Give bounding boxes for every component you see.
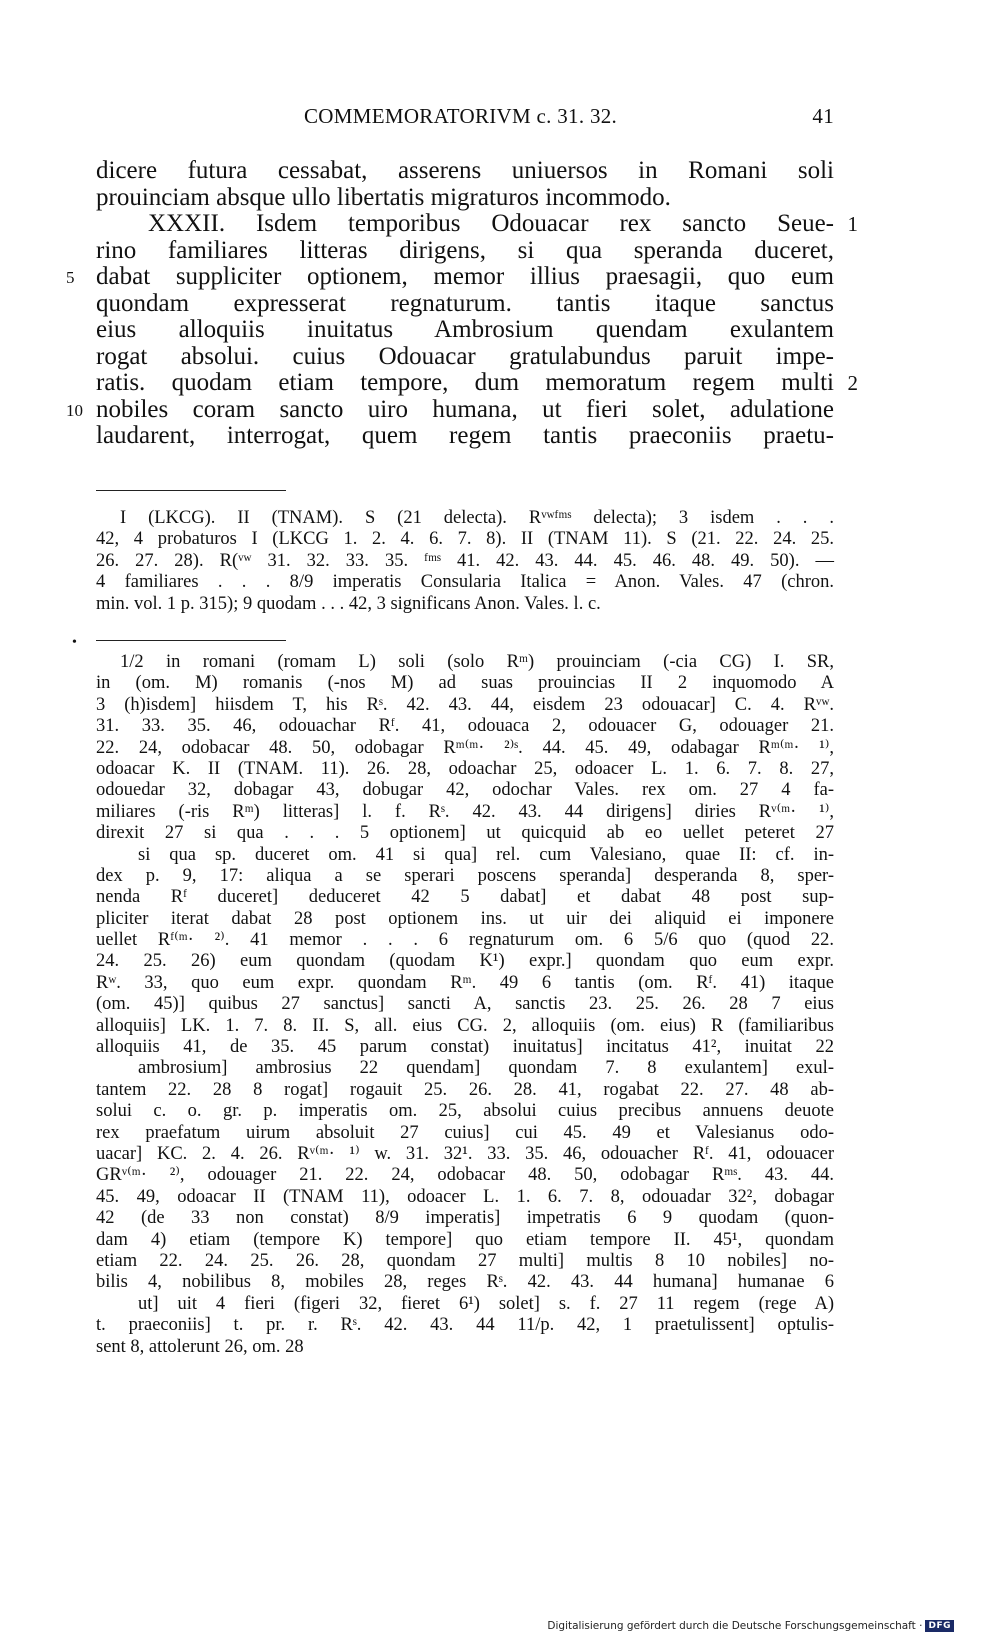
line-text: rino familiares litteras dirigens, si qua speranda duceret,	[96, 236, 834, 264]
text-line	[96, 210, 858, 238]
margin-dot: •	[72, 635, 77, 650]
note-line: 22. 24, odobacar 48. 50, odobagar Rᵐ⁽ᵐ· ²⁾ˢ. 44. 45. 49, odabagar Rᵐ⁽ᵐ· ¹⁾,	[96, 737, 834, 758]
note-line: t. praeconiis] t. pr. r. Rˢ. 42. 43. 44 11/p. 42, 1 praetulissent] optulis-	[96, 1315, 834, 1336]
credit-text: Digitalisierung gefördert durch die Deutsche Forschungsgemeinschaft ·	[547, 1620, 923, 1632]
text-line	[66, 263, 834, 291]
text-line	[96, 185, 834, 212]
dfg-logo: DFG	[925, 1620, 954, 1632]
main-text	[66, 157, 858, 450]
note-line: uellet Rᶠ⁽ᵐ· ²⁾. 41 memor . . . 6 regnaturum om. 6 5/6 quo (quod 22.	[96, 930, 834, 951]
text-line	[96, 344, 834, 371]
line-text: dabat suppliciter optionem, memor illius praesagii, quo eum	[96, 263, 834, 290]
text-line	[96, 238, 834, 265]
note-line: (om. 45)] quibus 27 sanctus] sancti A, sanctis 23. 25. 26. 28 7 eius	[96, 994, 834, 1015]
line-text: nobiles coram sancto uiro humana, ut fieri solet, adulatione	[96, 395, 834, 423]
line-text: ratis. quodam etiam tempore, dum memoratum regem multi	[96, 369, 834, 396]
page-number: 41	[812, 104, 834, 128]
note-line: Rʷ. 33, quo eum expr. quondam Rᵐ. 49 6 tantis (om. Rᶠ. 41) itaque	[96, 972, 834, 993]
line-text: eius alloquiis inuitatus Ambrosium quendam exulantem	[96, 316, 834, 343]
note-line: solui c. o. gr. p. imperatis om. 25, absolui cuius precibus annuens deuote	[96, 1101, 834, 1122]
note-line: 4 familiares . . . 8/9 imperatis Consularia Italica = Anon. Vales. 47 (chron.	[96, 572, 834, 593]
note-line: in (om. M) romanis (-nos M) ad suas prouincias II 2 inquomodo A	[96, 673, 834, 694]
note-line: 26. 27. 28). R(ᵛʷ 31. 32. 33. 35. ᶠᵐˢ 41. 42. 43. 44. 45. 46. 48. 49. 50). —	[96, 550, 834, 571]
note-line: 3 (h)isdem] hiisdem T, his Rˢ. 42. 43. 44, eisdem 23 odouacar] C. 4. Rᵛʷ.	[96, 694, 834, 715]
text-line	[96, 291, 834, 318]
note-line: bilis 4, nobilibus 8, mobiles 28, reges Rˢ. 42. 43. 44 humana] humanae 6	[96, 1272, 834, 1293]
text-line	[96, 158, 834, 185]
note-line: I (LKCG). II (TNAM). S (21 delecta). Rᵛʷᶠᵐˢ delecta); 3 isdem . . .	[120, 508, 834, 528]
note-line: tantem 22. 28 8 rogat] rogauit 25. 26. 28. 41, rogabat 22. 27. 48 ab-	[96, 1079, 834, 1100]
note-line: 31. 33. 35. 46, odouachar Rᶠ. 41, odouaca 2, odouacer G, odouager 21.	[96, 716, 834, 737]
apparatus-divider	[96, 640, 286, 641]
text-line	[96, 423, 834, 450]
line-text: dicere futura cessabat, asserens uniuersos in Romani soli	[96, 157, 834, 184]
section-number: 2	[847, 371, 858, 395]
note-line: odouedar 32, dobagar 43, dobugar 42, odochar Vales. rex om. 27 4 fa-	[96, 780, 834, 801]
note-line: miliares (-ris Rᵐ) litteras] l. f. Rˢ. 42. 43. 44 dirigens] diries Rᵛ⁽ᵐ· ¹⁾,	[96, 801, 834, 822]
note-line: pliciter iterat dabat 28 post optionem ins. ut uir dei aliquid ei imponere	[96, 908, 834, 929]
note-line: 45. 49, odoacar II (TNAM 11), odoacer L. 1. 6. 7. 8, odouadar 32², dobagar	[96, 1186, 834, 1207]
note-line: uacar] KC. 2. 4. 26. Rᵛ⁽ᵐ· ¹⁾ w. 31. 32¹. 33. 35. 46, odouacher Rᶠ. 41, odouacer	[96, 1143, 834, 1164]
note-line: rex praefatum uirum absoluit 27 cuius] cui 45. 49 et Valesianus odo-	[96, 1122, 834, 1143]
line-text: prouinciam absque ullo libertatis migraturos incommodo.	[96, 183, 671, 211]
note-line: alloquiis] LK. 1. 7. 8. II. S, all. eius CG. 2, alloquiis (om. eius) R (familiaribus	[96, 1015, 834, 1036]
digitization-credit	[547, 1620, 954, 1632]
text-line	[96, 317, 834, 344]
note-line: 42 (de 33 non constat) 8/9 imperatis] impetratis 6 9 quodam (quon-	[96, 1208, 834, 1229]
note-line: alloquiis 41, de 35. 45 parum constat) inuitatus] incitatus 41², inuitat 22	[96, 1037, 834, 1058]
note-line: 42, 4 probaturos I (LKCG 1. 2. 4. 6. 7. 8). II (TNAM 11). S (21. 22. 24. 25.	[96, 529, 834, 550]
note-line: ambrosium] ambrosius 22 quendam] quondam 7. 8 exulantem] exul-	[138, 1058, 834, 1079]
note-line: nenda Rᶠ duceret] deduceret 42 5 dabat] et dabat 48 post sup-	[96, 887, 834, 908]
note-line: 24. 25. 26) eum quondam (quodam K¹) expr.] quondam quo eum expr.	[96, 951, 834, 972]
section-number: 1	[847, 212, 858, 236]
line-text: rogat absolui. cuius Odouacar gratulabundus paruit impe-	[96, 342, 834, 370]
note-line: GRᵛ⁽ᵐ· ²⁾, odouager 21. 22. 24, odobacar 48. 50, odobagar Rᵐˢ. 43. 44.	[96, 1165, 834, 1186]
line-number: 5	[66, 268, 75, 287]
note-line: direxit 27 si qua . . . 5 optionem] ut quicquid ab eo uellet peteret 27	[96, 823, 834, 844]
running-head-title: COMMEMORATORIVM c. 31. 32.	[304, 104, 618, 128]
line-number: 10	[66, 400, 83, 420]
note-line: 1/2 in romani (romam L) soli (solo Rᵐ) prouinciam (-cia CG) I. SR,	[120, 652, 834, 672]
note-line: ut] uit 4 fieri (figeri 32, fieret 6¹) solet] s. f. 27 11 regem (rege A)	[138, 1293, 834, 1314]
line-text: quondam expresserat regnaturum. tantis itaque sanctus	[96, 289, 834, 317]
note-line: etiam 22. 24. 25. 26. 28, quondam 27 multi] multis 8 10 nobiles] no-	[96, 1250, 834, 1271]
line-text: XXXII. Isdem temporibus Odouacar rex sancto Seue-	[148, 210, 834, 237]
text-line	[66, 395, 834, 424]
text-line	[96, 369, 858, 397]
critical-apparatus	[96, 652, 834, 1358]
footnote-divider	[96, 490, 286, 491]
note-line: min. vol. 1 p. 315); 9 quodam . . . 42, 3 significans Anon. Vales. l. c.	[96, 593, 601, 614]
note-line: si qua sp. duceret om. 41 si qua] rel. cum Valesiano, quae II: cf. in-	[138, 844, 834, 865]
line-text: laudarent, interrogat, quem regem tantis praeconiis praetu-	[96, 422, 834, 449]
note-line: dam 4) etiam (tempore K) tempore] quo etiam tempore II. 45¹, quondam	[96, 1229, 834, 1250]
note-line: odoacar K. II (TNAM. 11). 26. 28, odoachar 25, odoacer L. 1. 6. 7. 8. 27,	[96, 758, 834, 779]
note-line: sent 8, attolerunt 26, om. 28	[96, 1336, 304, 1357]
source-notes	[96, 508, 834, 615]
note-line: dex p. 9, 17: aliqua a se sperari poscens speranda] desperanda 8, sper-	[96, 865, 834, 886]
